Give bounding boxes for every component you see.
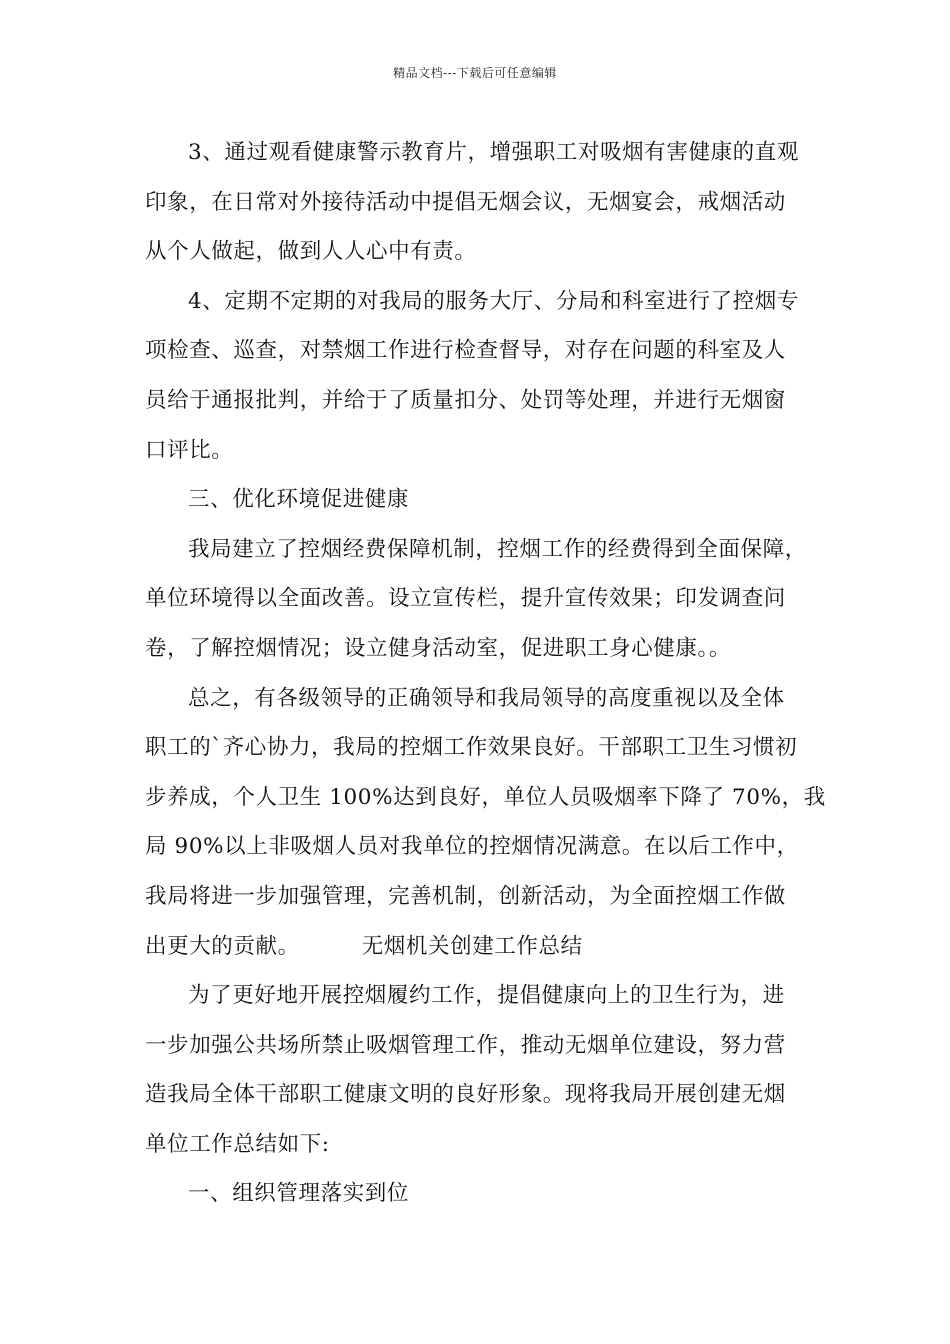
document-body [145, 128, 826, 1219]
text-line: 一步加强公共场所禁止吸烟管理工作，推动无烟单位建设，努力营 [145, 1032, 786, 1058]
paragraph-funding [145, 525, 809, 674]
text-line: 为了更好地开展控烟履约工作，提倡健康向上的卫生行为，进 [188, 983, 785, 1009]
text-line: 印象，在日常对外接待活动中提倡无烟会议，无烟宴会，戒烟活动 [145, 189, 786, 215]
text-line: 我局建立了控烟经费保障机制，控烟工作的经费得到全面保障， [188, 536, 807, 562]
heading-text: 三、优化环境促进健康 [188, 487, 410, 513]
text-line: 卷，了解控烟情况；设立健身活动室，促进职工身心健康。。 [145, 635, 731, 661]
text-line: 员给于通报批判，并给于了质量扣分、处罚等处理，并进行无烟窗 [145, 387, 786, 413]
text-line-end: 出更大的贡献。 [145, 933, 300, 959]
text-line: 口评比。 [145, 437, 234, 463]
text-line: 步养成，个人卫生 100%达到良好，单位人员吸烟率下降了 70%，我 [145, 784, 826, 810]
paragraph-item-3 [145, 128, 809, 277]
page-header: 精品文档---下载后可任意编辑 [393, 66, 557, 80]
text-line [145, 922, 809, 972]
inline-title: 无烟机关创建工作总结 [361, 933, 583, 959]
text-line: 项检查、巡查，对禁烟工作进行检查督导，对存在问题的科室及人 [145, 338, 786, 364]
text-line: 单位工作总结如下: [145, 1131, 330, 1157]
text-line: 职工的`齐心协力，我局的控烟工作效果良好。干部职工卫生习惯初 [145, 735, 798, 761]
text-line: 4、定期不定期的对我局的服务大厅、分局和科室进行了控烟专 [188, 288, 799, 314]
paragraph-summary [145, 674, 826, 972]
text-line: 3、通过观看健康警示教育片，增强职工对吸烟有害健康的直观 [188, 140, 799, 165]
text-line: 局 90%以上非吸烟人员对我单位的控烟情况满意。在以后工作中， [145, 834, 799, 860]
paragraph-item-4 [145, 277, 809, 475]
text-line: 从个人做起，做到人人心中有责。 [145, 239, 477, 265]
heading-text: 一、组织管理落实到位 [188, 1181, 410, 1207]
text-line: 造我局全体干部职工健康文明的良好形象。现将我局开展创建无烟 [145, 1082, 786, 1108]
section-heading-3 [145, 475, 809, 525]
section-heading-1 [145, 1169, 809, 1219]
text-line: 单位环境得以全面改善。设立宣传栏，提升宣传效果；印发调查问 [145, 586, 786, 612]
text-line: 我局将进一步加强管理，完善机制，创新活动，为全面控烟工作做 [145, 883, 786, 909]
paragraph-intro [145, 971, 809, 1169]
text-line: 总之，有各级领导的正确领导和我局领导的高度重视以及全体 [188, 685, 785, 711]
